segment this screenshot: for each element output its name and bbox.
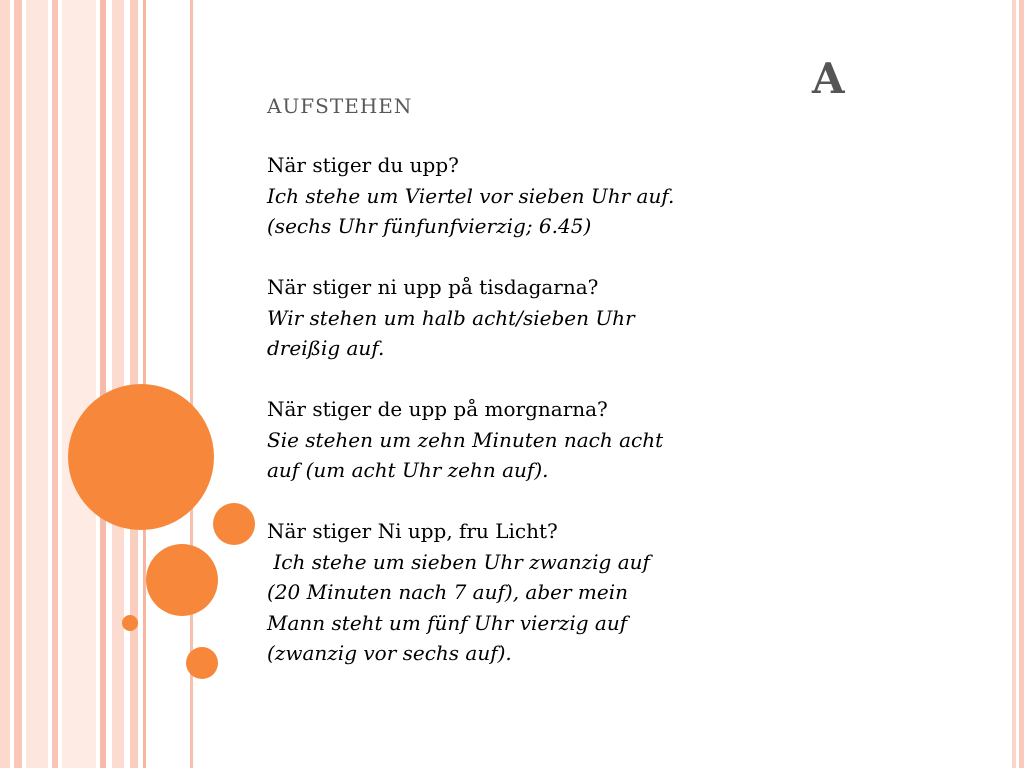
- answer-line: [267, 211, 747, 242]
- question-text: När stiger ni upp på tisdagarna?: [267, 275, 599, 299]
- question-text: När stiger de upp på morgnarna?: [267, 397, 608, 421]
- decorative-stripe: [100, 0, 106, 768]
- decorative-stripe: [1012, 0, 1016, 768]
- answer-line: Mann steht um fünf Uhr vierzig auf: [267, 610, 628, 635]
- decorative-circle-large: [68, 384, 214, 530]
- decorative-circle: [186, 647, 218, 679]
- decorative-stripe: [52, 0, 58, 768]
- answer-line: Ich stehe um sieben Uhr zwanzig auf: [267, 549, 650, 574]
- answer-line: (20 Minuten nach 7 auf), aber mein: [267, 580, 628, 604]
- decorative-stripe: [62, 0, 96, 768]
- decorative-circle: [146, 544, 218, 616]
- decorative-stripe: [1019, 0, 1024, 768]
- answer-line-text: (sechs Uhr fünfunfvierzig; 6.45): [267, 214, 592, 238]
- question-text: När stiger Ni upp, fru Licht?: [267, 519, 558, 543]
- slide-letter: A: [812, 54, 845, 103]
- qa-item: [267, 516, 747, 669]
- decorative-stripe: [0, 0, 10, 768]
- slide-title: AUFSTEHEN: [267, 94, 413, 118]
- decorative-stripe: [14, 0, 22, 768]
- question-text: När stiger du upp?: [267, 153, 459, 177]
- decorative-circle-small: [122, 615, 138, 631]
- qa-item: [267, 272, 747, 364]
- qa-item: [267, 150, 747, 242]
- decorative-circle: [213, 503, 255, 545]
- decorative-stripe: [112, 0, 124, 768]
- answer-line: auf (um acht Uhr zehn auf).: [267, 458, 549, 482]
- answer-line: dreißig auf.: [267, 336, 385, 360]
- qa-item: [267, 394, 747, 486]
- answer-line: (zwanzig vor sechs auf).: [267, 641, 512, 665]
- answer-line: Ich stehe um Viertel vor sieben Uhr auf.: [267, 183, 675, 208]
- answer-line: Wir stehen um halb acht/sieben Uhr: [267, 305, 635, 330]
- decorative-stripe: [26, 0, 48, 768]
- qa-list: [267, 150, 747, 699]
- answer-line: Sie stehen um zehn Minuten nach acht: [267, 427, 664, 452]
